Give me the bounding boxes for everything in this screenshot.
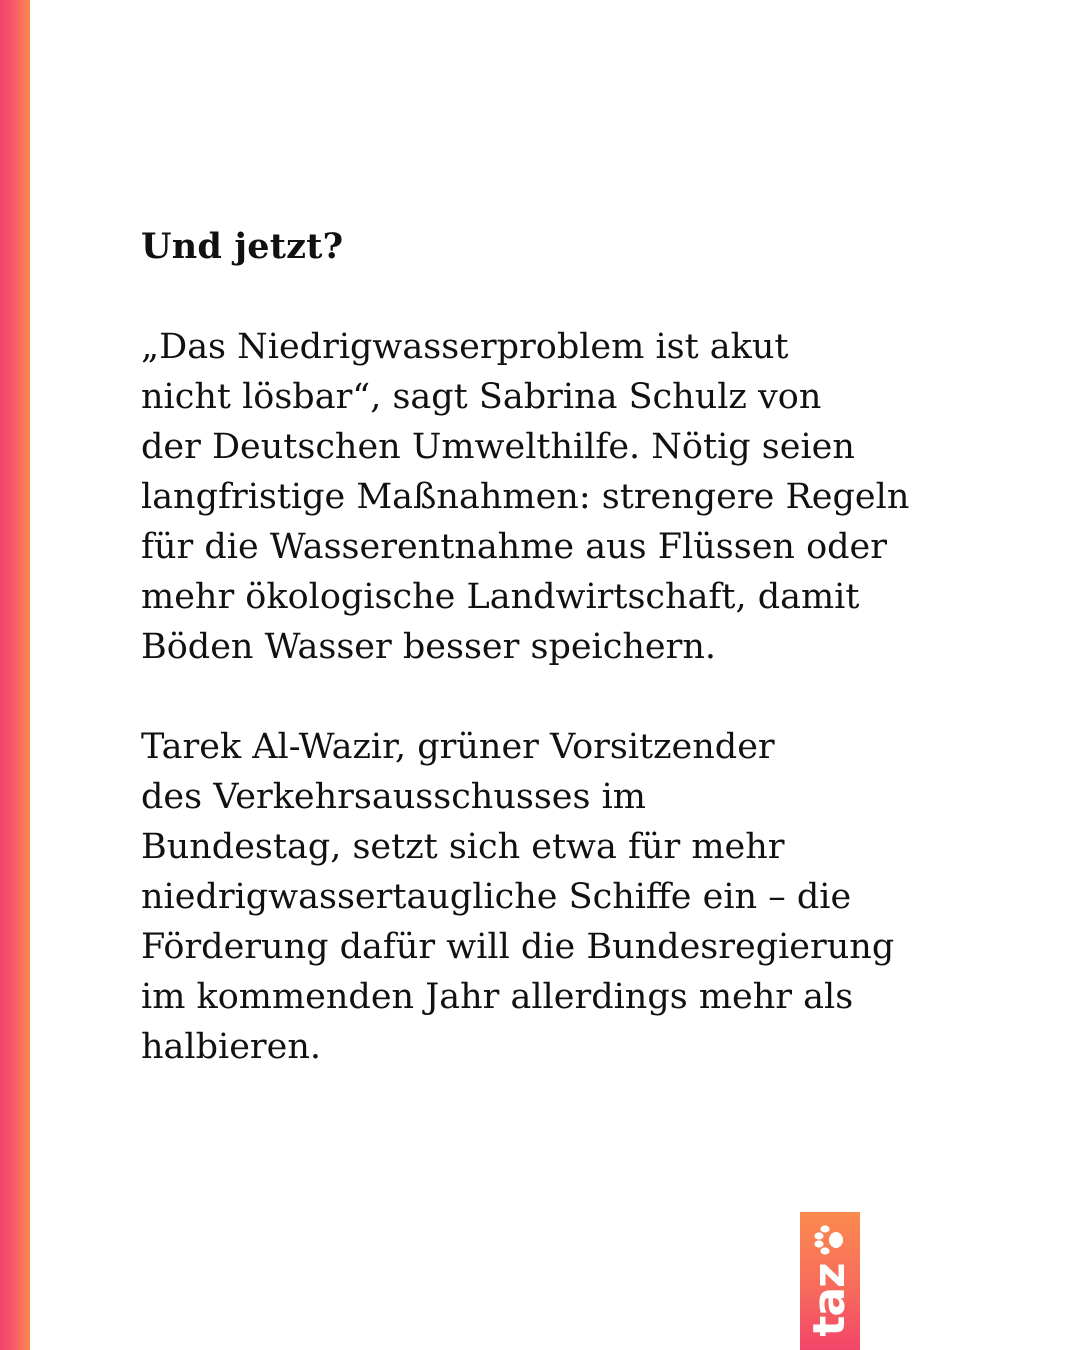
paragraph-2-line: Förderung dafür will die Bundesregierung	[141, 927, 895, 967]
paragraph-1	[141, 322, 1041, 672]
paragraph-2-line: niedrigwassertaugliche Schiffe ein – die	[141, 877, 852, 917]
paragraph-2-line: halbieren.	[141, 1027, 322, 1067]
paragraph-1-line: der Deutschen Umwelthilfe. Nötig seien	[141, 427, 855, 467]
gradient-side-stripe	[0, 0, 30, 1350]
paragraph-2-line: des Verkehrsausschusses im	[141, 777, 646, 817]
paragraph-1-line: Böden Wasser besser speichern.	[141, 627, 717, 667]
paragraph-2-line: Bundestag, setzt sich etwa für mehr	[141, 827, 785, 867]
paragraph-1-line: nicht lösbar“, sagt Sabrina Schulz von	[141, 377, 822, 417]
paragraph-1-line: „Das Niedrigwasserproblem ist akut	[141, 327, 789, 367]
logo-wordmark: taz	[804, 1263, 855, 1337]
article-content	[141, 222, 1041, 1072]
paragraph-1-line: langfristige Maßnahmen: strengere Regeln	[141, 477, 910, 517]
paragraph-2-line: im kommenden Jahr allerdings mehr als	[141, 977, 854, 1017]
paragraph-2	[141, 722, 1041, 1072]
paragraph-1-line: für die Wasserentnahme aus Flüssen oder	[141, 527, 887, 567]
section-heading: Und jetzt?	[141, 226, 344, 267]
taz-logo	[800, 1212, 860, 1350]
paragraph-2-line: Tarek Al-Wazir, grüner Vorsitzender	[141, 727, 775, 767]
paw-icon	[810, 1220, 850, 1260]
paragraph-1-line: mehr ökologische Landwirtschaft, damit	[141, 577, 860, 617]
